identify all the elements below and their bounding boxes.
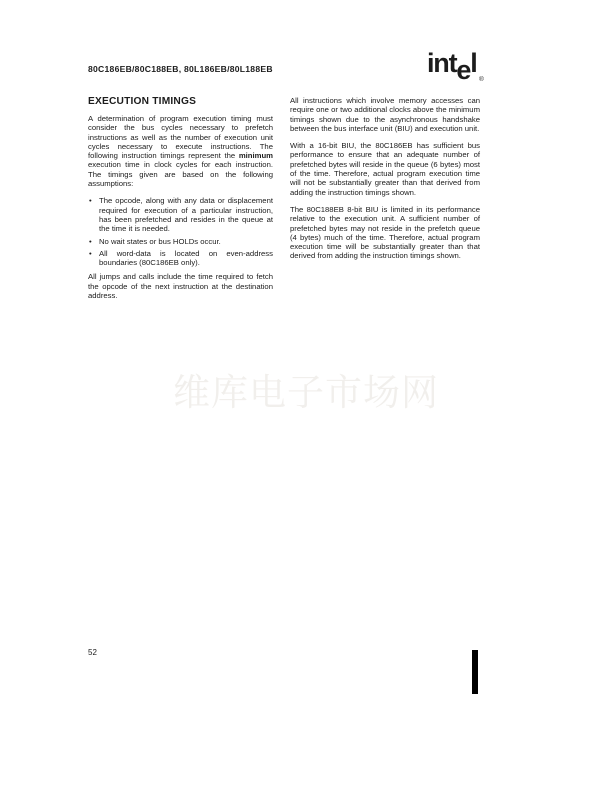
intel-logo-l: l (470, 48, 477, 78)
section-title: EXECUTION TIMINGS (88, 96, 197, 107)
watermark-text: 维库电子市场网 (173, 371, 439, 414)
page-number: 52 (88, 648, 97, 657)
registered-trademark-icon: ® (479, 76, 484, 83)
intel-logo-int: int (427, 48, 457, 78)
list-item (88, 237, 273, 246)
list-item (88, 249, 273, 268)
intel-logo (427, 50, 484, 84)
emphasis-minimum: minimum (238, 151, 273, 161)
list-item (88, 196, 273, 233)
jumps-calls-paragraph: All jumps and calls include the time required to fetch the opcode of the next instruction at the destination address. (88, 272, 273, 301)
bullet-text-opcode: The opcode, along with any data or displacement required for execution of a particular instruction, has been prefetched and resides in the queue at the time it is needed. (99, 196, 273, 234)
page-edge-bar (472, 650, 478, 694)
assumptions-list (88, 196, 273, 267)
right-column (290, 96, 480, 300)
header-part-numbers: 80C186EB/80C188EB, 80L186EB/80L188EB (88, 64, 273, 74)
bullet-icon: • (89, 248, 92, 258)
bullet-icon: • (89, 236, 92, 246)
biu-16bit-paragraph: With a 16-bit BIU, the 80C186EB has sufficient bus performance to ensure that an adequate number of prefetched bytes will reside in the queue (6 bytes) most of the time. Therefore, actual program execution time will not be substantially greater than that derived from adding the instruction timings shown. (290, 141, 480, 197)
bullet-icon: • (89, 196, 92, 206)
left-column (88, 96, 273, 300)
memory-access-paragraph: All instructions which involve memory accesses can require one or two additional clocks above the minimum timings shown due to the asynchronous handshake between the bus interface unit (BIU) and execution unit. (290, 96, 480, 133)
bullet-text-wait-states: No wait states or bus HOLDs occur. (99, 236, 221, 246)
intro-paragraph (88, 114, 273, 188)
intro-paragraph-text-cont: execution time in clock cycles for each instruction. The timings given are based on the following assumptions: (88, 160, 273, 189)
bullet-text-word-data: All word-data is located on even-address boundaries (80C186EB only). (99, 248, 273, 268)
two-column-body (88, 96, 480, 300)
intel-logo-dropped-e: e (456, 55, 471, 85)
intro-paragraph-text: A determination of program execution timing must consider the bus cycles necessary to prefetch instructions as well as the number of execution unit cycles necessary to execute instructions. The following instruction timings represent the (88, 114, 273, 161)
biu-8bit-paragraph: The 80C188EB 8-bit BIU is limited in its performance relative to the execution unit. A sufficient number of prefetched bytes may not reside in the prefetch queue (4 bytes) much of the time. Therefore, actual program execution time will be substantially greater than that derived from adding the instruction timings shown. (290, 204, 480, 261)
